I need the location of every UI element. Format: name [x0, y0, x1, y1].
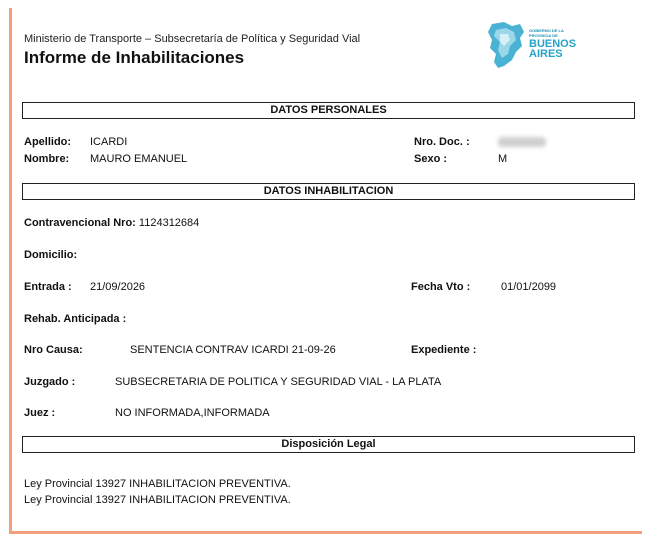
- sexo-label: Sexo :: [414, 153, 448, 165]
- section-datos-personales: DATOS PERSONALES: [22, 102, 635, 119]
- logo-text-line-3: BUENOS: [529, 38, 577, 50]
- accent-border-bottom: [9, 531, 642, 534]
- apellido-label: Apellido:: [24, 136, 72, 148]
- nombre-label: Nombre:: [24, 153, 70, 165]
- juez-label: Juez :: [24, 407, 56, 419]
- expediente-label: Expediente :: [411, 344, 477, 356]
- domicilio-label: Domicilio:: [24, 249, 78, 261]
- nombre-value: MAURO EMANUEL: [90, 153, 188, 165]
- contravencional-label: Contravencional Nro:: [24, 217, 136, 229]
- juzgado-value: SUBSECRETARIA DE POLITICA Y SEGURIDAD VIAL - LA PLATA: [115, 376, 442, 388]
- disposicion-line-1: Ley Provincial 13927 INHABILITACION PREVENTIVA.: [24, 478, 291, 490]
- redacted-doc-number: [498, 137, 546, 147]
- nro-causa-label: Nro Causa:: [24, 344, 83, 356]
- document-title: Informe de Inhabilitaciones: [24, 48, 245, 67]
- apellido-value: ICARDI: [90, 136, 128, 148]
- ministry-header: Ministerio de Transporte – Subsecretaría de Política y Seguridad Vial: [24, 33, 361, 45]
- contravencional-row: [24, 216, 199, 230]
- logo-text-line-4: AIRES: [529, 48, 563, 60]
- government-logo: [486, 20, 576, 70]
- entrada-label: Entrada :: [24, 281, 72, 293]
- rehab-anticipada-label: Rehab. Anticipada :: [24, 313, 127, 325]
- entrada-value: 21/09/2026: [90, 281, 146, 293]
- juez-value: NO INFORMADA,INFORMADA: [115, 407, 270, 419]
- nro-causa-value: SENTENCIA CONTRAV ICARDI 21-09-26: [130, 344, 336, 356]
- section-datos-inhabilitacion: DATOS INHABILITACION: [22, 183, 635, 200]
- juzgado-label: Juzgado :: [24, 376, 76, 388]
- logo-text-line-1: GOBIERNO DE LA: [529, 28, 564, 33]
- fecha-vto-label: Fecha Vto :: [411, 281, 471, 293]
- province-map-icon: [486, 20, 526, 70]
- disposicion-line-2: Ley Provincial 13927 INHABILITACION PREVENTIVA.: [24, 494, 291, 506]
- contravencional-value: 1124312684: [138, 217, 200, 229]
- logo-text-line-2: PROVINCIA DE: [529, 33, 558, 38]
- nro-doc-label: Nro. Doc. :: [414, 136, 470, 148]
- section-disposicion-legal: Disposición Legal: [22, 436, 635, 453]
- fecha-vto-value: 01/01/2099: [501, 281, 557, 293]
- sexo-value: M: [498, 153, 508, 165]
- accent-border-left: [9, 8, 12, 534]
